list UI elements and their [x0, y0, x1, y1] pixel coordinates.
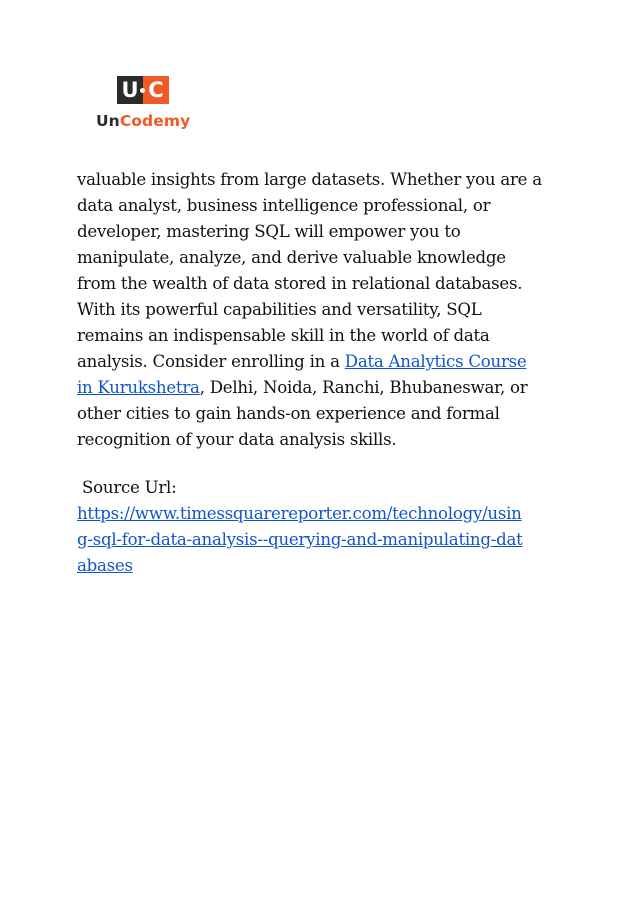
source-url-line [77, 501, 567, 527]
source-url-link[interactable]: https://www.timessquarereporter.com/technology/usin [77, 504, 522, 523]
source-url-link[interactable]: g-sql-for-data-analysis--querying-and-manipulating-dat [77, 530, 523, 549]
logo-word-un: Un [96, 112, 120, 130]
source-url-link[interactable]: abases [77, 556, 133, 575]
logo-mark [117, 76, 169, 104]
source-url-line [77, 527, 567, 553]
paragraph-text: , Delhi, Noida, Ranchi, Bhubaneswar, or [199, 378, 528, 397]
article-body [77, 167, 567, 579]
source-url-line [77, 553, 567, 579]
logo-dot [140, 88, 145, 93]
source-label: Source Url: [77, 478, 177, 497]
paragraph-line: remains an indispensable skill in the world of data [77, 326, 490, 345]
paragraph-gap [77, 453, 567, 475]
logo-tile-u: U [117, 76, 143, 104]
paragraph-line [77, 375, 567, 401]
logo-word-codemy: Codemy [119, 112, 191, 130]
uncodemy-logo [96, 76, 191, 134]
paragraph-line: from the wealth of data stored in relational databases. [77, 274, 523, 293]
course-link-continued[interactable]: in Kurukshetra [77, 378, 200, 397]
paragraph-line: other cities to gain hands-on experience and formal [77, 404, 500, 423]
paragraph-line: manipulate, analyze, and derive valuable knowledge [77, 248, 506, 267]
paragraph-line: recognition of your data analysis skills. [77, 430, 397, 449]
paragraph-text: analysis. Consider enrolling in a [77, 352, 345, 371]
logo-wordmark [96, 112, 190, 130]
paragraph-line [77, 349, 567, 375]
paragraph-line: developer, mastering SQL will empower you to [77, 222, 461, 241]
course-link[interactable]: Data Analytics Course [344, 352, 527, 371]
paragraph-line: data analyst, business intelligence professional, or [77, 196, 491, 215]
paragraph-line: valuable insights from large datasets. Whether you are a [77, 170, 542, 189]
logo-tile-c: C [143, 76, 169, 104]
paragraph-line: With its powerful capabilities and versatility, SQL [77, 300, 482, 319]
